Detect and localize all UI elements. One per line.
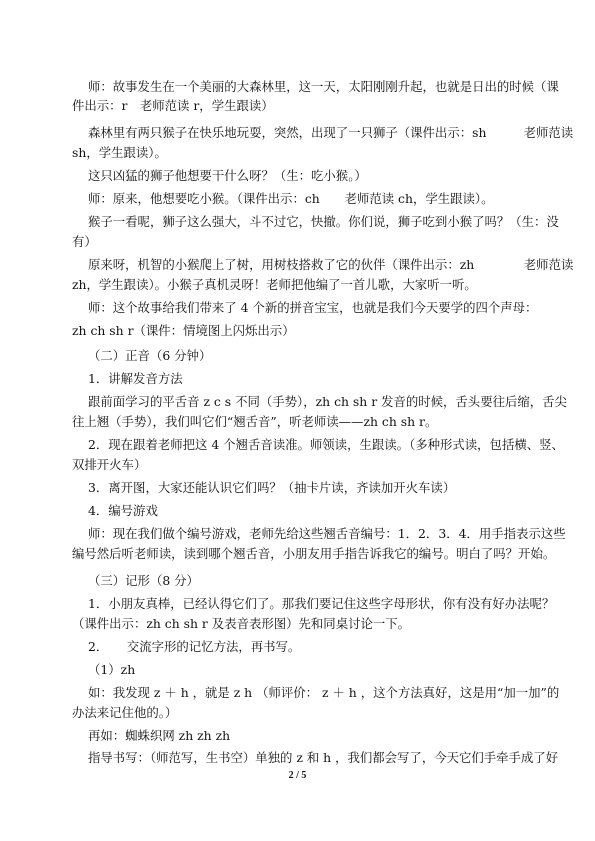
- text-line: 双排开火车）: [72, 457, 147, 472]
- text-line: 2． 交流字形的记忆方法，再书写。: [88, 639, 301, 654]
- text-line: 编号然后听老师读，读到哪个翘舌音，小朋友用手指告诉我它的编号。明白了吗？开始。: [72, 546, 556, 561]
- text-line: （二）正音（6 分钟）: [88, 348, 212, 363]
- text-line: 3．离开图，大家还能认识它们吗？（抽卡片读，齐读加开火车读）: [88, 480, 456, 495]
- text-line: 师：故事发生在一个美丽的大森林里，这一天，太阳刚刚升起，也就是日出的时候（课: [88, 79, 559, 94]
- text-line: 有）: [72, 234, 97, 249]
- text-line: sh，学生跟读）。: [72, 145, 167, 160]
- text-line: （1）zh: [88, 662, 136, 677]
- text-line: 这只凶猛的狮子他想要干什么呀？（生：吃小猴。）: [88, 168, 367, 183]
- page-number: 2 / 5: [288, 770, 307, 781]
- text-line: 办法来记住他的。）: [72, 705, 178, 720]
- text-line: 森林里有两只猴子在快乐地玩耍，突然，出现了一只狮子（课件出示：sh 老师范读: [88, 125, 574, 140]
- text-line: 如：我发现 z ＋ h ，就是 z h （师评价： z ＋ h ，这个方法真好，这是用“加一加”的: [88, 685, 560, 700]
- text-line: （三）记形（8 分）: [88, 573, 199, 588]
- text-line: 师：这个故事给我们带来了 4 个新的拼音宝宝，也就是我们今天要学的四个声母：: [88, 300, 538, 315]
- text-line: 件出示：r 老师范读 r，学生跟读）: [72, 98, 274, 113]
- text-line: zh ch sh r（课件：情境图上闪烁出示）: [72, 323, 295, 338]
- text-line: 4．编号游戏: [88, 503, 158, 518]
- text-line: 猴子一看呢，狮子这么强大，斗不过它，快撤。你们说，狮子吃到小猴了吗？（生：没: [88, 214, 559, 229]
- text-line: 往上翘（手势），我们叫它们“翘舌音”，听老师读——zh ch sh r。: [72, 414, 438, 429]
- text-line: 2．现在跟着老师把这 4 个翘舌音读准。师领读，生跟读。（多种形式读，包括横、竖、: [88, 437, 564, 452]
- text-line: （课件出示：zh ch sh r 及表音表形图）先和同桌讨论一下。: [72, 616, 411, 631]
- text-line: 1．讲解发音方法: [88, 371, 183, 386]
- text-line: 1．小朋友真棒，已经认得它们了。那我们要记住这些字母形状，你有没有好办法呢？: [88, 596, 555, 611]
- text-line: 指导书写：（师范写，生书空）单独的 z 和 h ，我们都会写了，今天它们手牵手成了好: [88, 750, 559, 765]
- text-line: 原来呀，机智的小猴爬上了树，用树枝搭救了它的伙伴（课件出示：zh 老师范读: [88, 257, 574, 272]
- text-line: zh，学生跟读）。小猴子真机灵呀！老师把他编了一首儿歌，大家听一听。: [72, 277, 477, 292]
- text-line: 跟前面学习的平舌音 z c s 不同（手势），zh ch sh r 发音的时候，舌头要往后缩，舌尖: [88, 394, 567, 409]
- text-line: 再如：蜘蛛织网 zh zh zh: [88, 728, 231, 743]
- text-line: 师：原来，他想要吃小猴。（课件出示：ch 老师范读 ch，学生跟读）。: [88, 191, 494, 206]
- text-line: 师：现在我们做个编号游戏，老师先给这些翘舌音编号：1．2．3．4．用手指表示这些: [88, 526, 566, 541]
